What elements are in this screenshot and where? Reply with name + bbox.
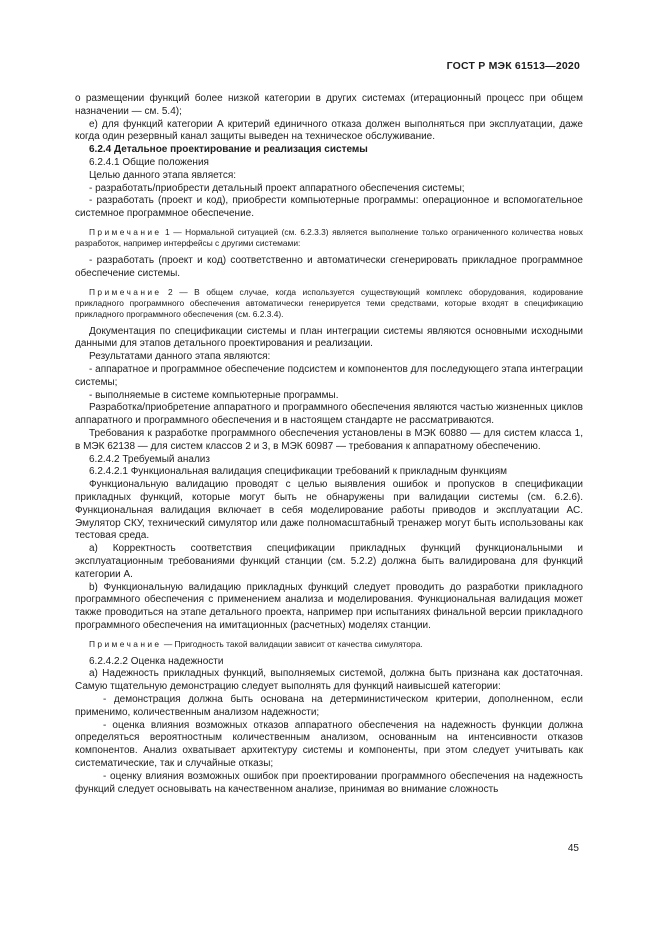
section-heading: 6.2.4 Детальное проектирование и реализация системы xyxy=(89,144,368,156)
list-item: - разработать (проект и код) соответственно и автоматически сгенерировать прикладное программное обеспечение системы. xyxy=(75,254,583,279)
paragraph: Целью данного этапа является: xyxy=(89,169,237,181)
list-item: - аппаратное и программное обеспечение подсистем и компонентов для последующего этапа интеграции системы; xyxy=(75,363,583,388)
page-number: 45 xyxy=(567,843,579,854)
list-item: - оценка влияния возможных отказов аппаратного обеспечения на надежность функции должна определяться вероятностным количественным анализом, основанным на интенсивности отказов компонентов. Анализ охватывает архитектуру системы и компоненты, при этом следует учитывать как систематические, так и случайные отказы; xyxy=(75,719,583,770)
subsection-heading: 6.2.4.2.1 Функциональная валидация спецификации требований к прикладным функциям xyxy=(89,466,508,478)
paragraph: Требования к разработке программного обеспечения установлены в МЭК 60880 — для систем класса 1, в МЭК 62138 — для систем классов 2 и 3, в МЭК 60987 — требования к аппаратному обеспечению. xyxy=(75,427,583,452)
paragraph: Разработка/приобретение аппаратного и программного обеспечения являются частью жизненных циклов аппаратного и программного обеспечения и в настоящем стандарте не рассматриваются. xyxy=(75,402,583,427)
list-item: - разработать (проект и код), приобрести компьютерные программы: операционное и вспомогательное системное программное обеспечение. xyxy=(75,195,583,220)
note xyxy=(75,287,583,320)
list-item: - демонстрация должна быть основана на детерминистическом критерии, дополненном, если применимо, количественным анализом надежности; xyxy=(75,694,583,718)
note-label: Примечание xyxy=(89,638,162,649)
note-label: Примечание xyxy=(89,286,162,297)
list-item: b) Функциональную валидацию прикладных функций следует проводить до разработки прикладного программного обеспечения с применением анализа и моделирования. Функциональная валидация может также проводиться на этапе детального проекта, например при испытаниях финальной версии прикладного программного обеспечения на имитационных (расчетных) моделях станции. xyxy=(75,581,583,631)
paragraph: Функциональную валидацию проводят с целью выявления ошибок и пропусков в спецификации прикладных функций, которые могут быть не обнаружены при валидации системы (см. 6.2.6). Функциональная валидация включает в себя моделирование работы приводов и эксплуатации АС. Эмулятор СКУ, технический симулятор или даже полномасштабный тренажер могут быть использованы как тестовая среда. xyxy=(75,479,583,542)
list-item: a) Корректность соответствия спецификации прикладных функций функциональными и эксплуатационным требованиями функций станции (см. 5.2.2) должна быть валидирована для функций категории А. xyxy=(75,543,583,580)
list-item: - разработать/приобрести детальный проект аппаратного обеспечения системы; xyxy=(89,182,465,194)
list-item: - оценку влияния возможных ошибок при проектировании программного обеспечения на надежность функций следует основывать на качественном анализе, принимая во внимание сложность xyxy=(75,770,583,795)
paragraph: о размещении функций более низкой категории в других системах (итерационный процесс при общем назначении — см. 5.4); xyxy=(75,93,583,117)
body-text xyxy=(75,93,583,796)
subsection-heading: 6.2.4.1 Общие положения xyxy=(89,156,209,168)
note-text: 1 — Нормальной ситуацией (см. 6.2.3.3) является выполнение только ограниченного количества новых разработок, например интерфейсы с другими системами: xyxy=(75,226,583,248)
list-item: a) Надежность прикладных функций, выполняемых системой, должна быть признана как достаточная. Самую тщательную демонстрацию следует выполнять для функций наивысшей категории: xyxy=(75,668,583,693)
note-label: Примечание xyxy=(89,226,162,237)
subsection-heading: 6.2.4.2 Требуемый анализ xyxy=(89,453,210,465)
paragraph: Результатами данного этапа являются: xyxy=(89,351,271,363)
paragraph: е) для функций категории А критерий единичного отказа должен выполняться при эксплуатации, даже когда один резервный канал защиты выведен на техническое обслуживание. xyxy=(75,118,583,143)
list-item: - выполняемые в системе компьютерные программы. xyxy=(89,389,339,401)
subsection-heading: 6.2.4.2.2 Оценка надежности xyxy=(89,655,224,667)
note xyxy=(75,227,583,249)
note-text: — Пригодность такой валидации зависит от качества симулятора. xyxy=(163,638,423,649)
note xyxy=(75,639,583,650)
standard-code-header: ГОСТ Р МЭК 61513—2020 xyxy=(446,60,580,72)
paragraph: Документация по спецификации системы и план интеграции системы являются основными исходными данными для этапов детального проектирования и реализации. xyxy=(75,325,583,350)
note-text: 2 — В общем случае, когда используется существующий комплекс оборудования, кодирование прикладного программного обеспечения автоматически генерируется теми средствами, которые входят в спецификацию прикладного программного обеспечения (см. 6.2.3.4). xyxy=(75,286,583,319)
